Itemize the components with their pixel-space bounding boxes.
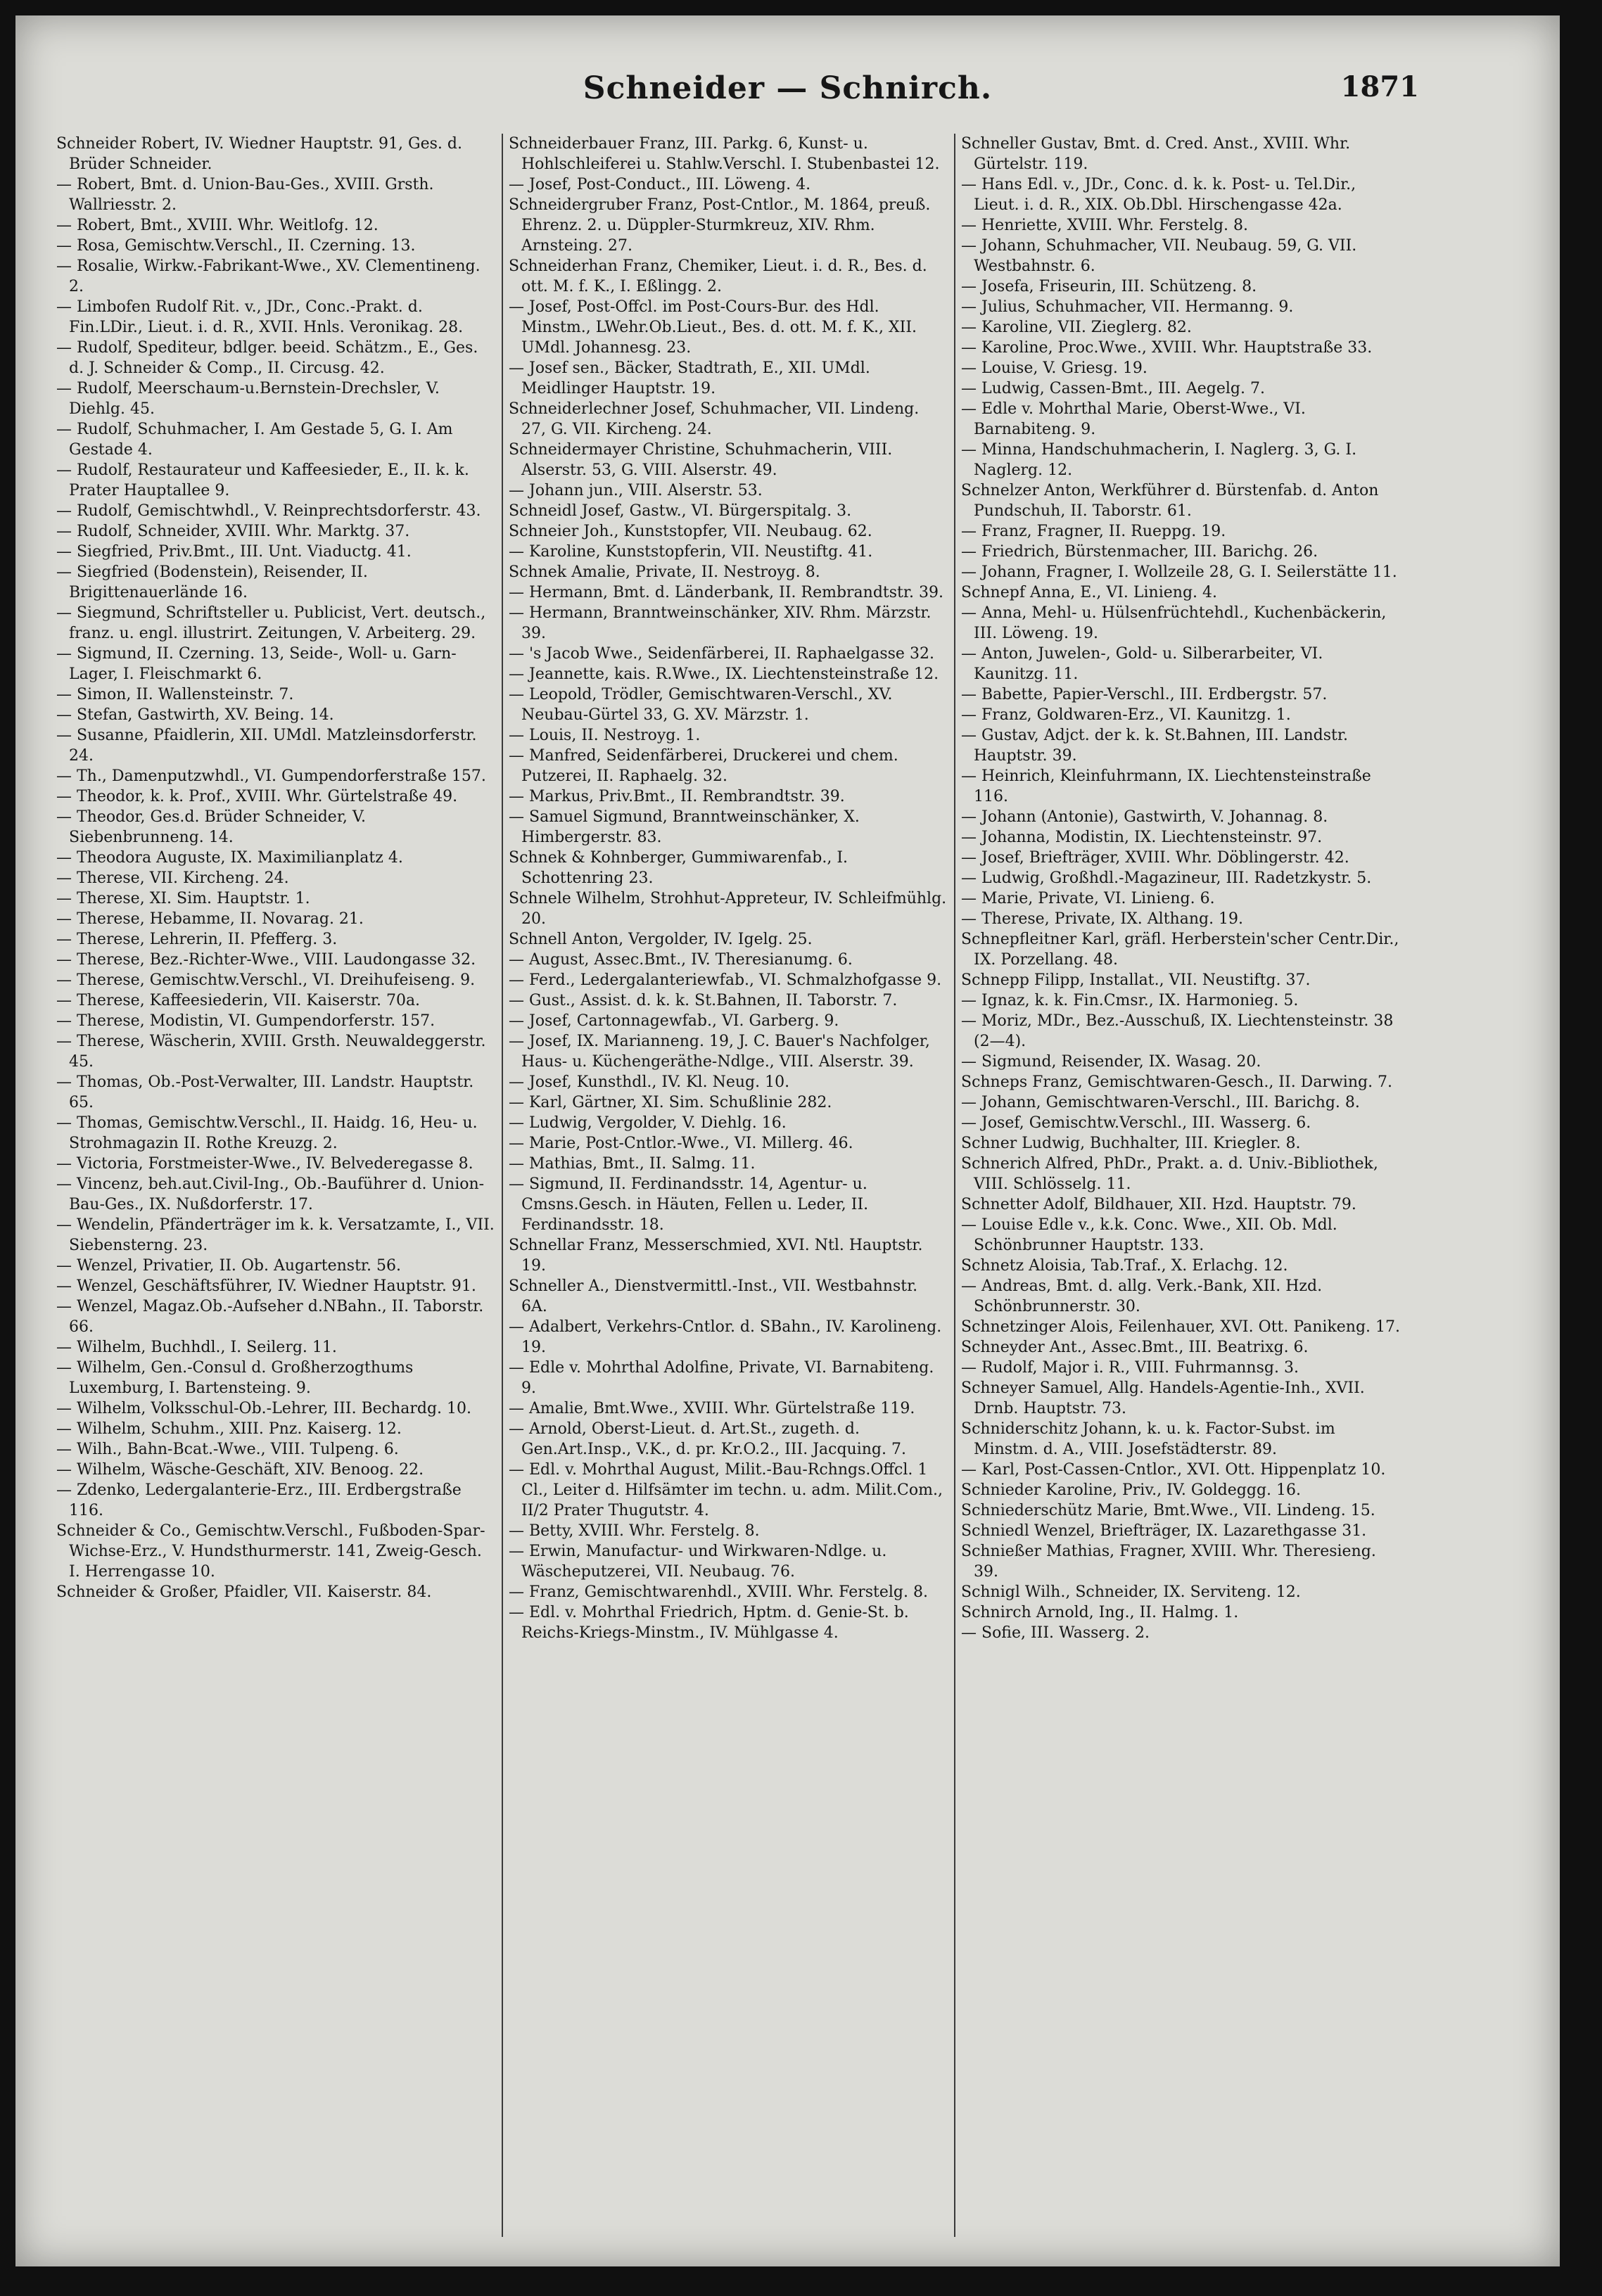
directory-entry: — Sofie, III. Wasserg. 2.	[961, 1624, 1150, 1642]
directory-entry: — Victoria, Forstmeister-Wwe., IV. Belvederegasse 8.	[56, 1155, 473, 1173]
directory-entry: — Ludwig, Großhdl.-Magazineur, III. Radetzkystr. 5.	[961, 869, 1372, 887]
directory-entry: Schneiderbauer Franz, III. Parkg. 6, Kunst- u. Hohlschleiferei u. Stahlw.Verschl. I. Stubenbastei 12.	[509, 135, 940, 173]
directory-entry: — Therese, Modistin, VI. Gumpendorferstr. 157.	[56, 1012, 436, 1030]
directory-entry: — Wilh., Bahn-Bcat.-Wwe., VIII. Tulpeng. 6.	[56, 1441, 399, 1458]
directory-entry: — Moriz, MDr., Bez.-Ausschuß, IX. Liechtensteinstr. 38 (2—4).	[961, 1012, 1394, 1050]
column-right	[955, 134, 1408, 2237]
running-head: Schneider — Schnirch.	[583, 70, 993, 106]
directory-entry: — Wilhelm, Wäsche-Geschäft, XIV. Benoog. 22.	[56, 1461, 424, 1479]
directory-entry: Schneider & Co., Gemischtw.Verschl., Fußboden-Spar-Wichse-Erz., V. Hundsthurmerstr. 141, Zweig-Gesch. I. Herrengasse 10.	[56, 1522, 485, 1581]
directory-entry: — Thomas, Gemischtw.Verschl., II. Haidg. 16, Heu- u. Strohmagazin II. Rothe Kreuzg. 2.	[56, 1114, 478, 1152]
column-left	[51, 134, 503, 2237]
directory-entry: — Johann, Gemischtwaren-Verschl., III. Barichg. 8.	[961, 1094, 1360, 1111]
directory-entry: — Limbofen Rudolf Rit. v., JDr., Conc.-Prakt. d. Fin.LDir., Lieut. i. d. R., XVII. Hnls. Veronikag. 28.	[56, 298, 464, 336]
directory-entry: — Louis, II. Nestroyg. 1.	[509, 727, 701, 744]
directory-entry: — Julius, Schuhmacher, VII. Hermanng. 9.	[961, 298, 1294, 316]
directory-entry: — Louise Edle v., k.k. Conc. Wwe., XII. Ob. Mdl. Schönbrunner Hauptstr. 133.	[961, 1216, 1337, 1254]
directory-entry: — Wilhelm, Gen.-Consul d. Großherzogthums Luxemburg, I. Bartensteing. 9.	[56, 1359, 414, 1397]
directory-entry: Schneider & Großer, Pfaidler, VII. Kaiserstr. 84.	[56, 1583, 432, 1601]
directory-entry: — Marie, Post-Cntlor.-Wwe., VI. Millerg. 46.	[509, 1135, 853, 1152]
directory-entry: — Josef, Briefträger, XVIII. Whr. Döblingerstr. 42.	[961, 849, 1349, 867]
directory-entry: — Hans Edl. v., JDr., Conc. d. k. k. Post- u. Tel.Dir., Lieut. i. d. R., XIX. Ob.Dbl. Hirschengasse 42a.	[961, 176, 1356, 214]
directory-entry: — Simon, II. Wallensteinstr. 7.	[56, 686, 294, 703]
directory-entry: Schneller Gustav, Bmt. d. Cred. Anst., XVIII. Whr. Gürtelstr. 119.	[961, 135, 1351, 173]
directory-entry: Schnepfleitner Karl, gräfl. Herberstein'scher Centr.Dir., IX. Porzellang. 48.	[961, 931, 1399, 969]
directory-entry: — Rosa, Gemischtw.Verschl., II. Czerning. 13.	[56, 237, 416, 255]
directory-entry: — Siegfried, Priv.Bmt., III. Unt. Viaductg. 41.	[56, 543, 412, 561]
directory-entry: — Sigmund, II. Ferdinandsstr. 14, Agentur- u. Cmsns.Gesch. in Häuten, Fellen u. Leder, II. Ferdinandsstr. 18.	[509, 1175, 869, 1234]
directory-entry: — Johann jun., VIII. Alserstr. 53.	[509, 482, 763, 499]
directory-entry: — August, Assec.Bmt., IV. Theresianumg. 6.	[509, 951, 853, 969]
directory-entry: — Wilhelm, Schuhm., XIII. Pnz. Kaiserg. 12.	[56, 1420, 402, 1438]
directory-entry: Schnieder Karoline, Priv., IV. Goldeggg. 16.	[961, 1481, 1302, 1499]
directory-entry: — Leopold, Trödler, Gemischtwaren-Verschl., XV. Neubau-Gürtel 33, G. XV. Märzstr. 1.	[509, 686, 893, 724]
directory-entry: — Th., Damenputzwhdl., VI. Gumpendorferstraße 157.	[56, 767, 486, 785]
directory-entry: — Adalbert, Verkehrs-Cntlor. d. SBahn., IV. Karolineng. 19.	[509, 1318, 942, 1356]
directory-entry: Schnellar Franz, Messerschmied, XVI. Ntl. Hauptstr. 19.	[509, 1237, 923, 1275]
directory-entry: Schneidergruber Franz, Post-Cntlor., M. 1864, preuß. Ehrenz. 2. u. Düppler-Sturmkreuz, XIV. Rhm. Arnsteing. 27.	[509, 196, 931, 255]
directory-entry: — Josef sen., Bäcker, Stadtrath, E., XII. UMdl. Meidlinger Hauptstr. 19.	[509, 359, 870, 397]
directory-entry: Schnetz Aloisia, Tab.Traf., X. Erlachg. 12.	[961, 1257, 1288, 1275]
directory-entry: — Franz, Goldwaren-Erz., VI. Kaunitzg. 1.	[961, 706, 1291, 724]
directory-entry: — Ignaz, k. k. Fin.Cmsr., IX. Harmonieg. 5.	[961, 992, 1299, 1009]
directory-entry: — Wenzel, Magaz.Ob.-Aufseher d.NBahn., II. Taborstr. 66.	[56, 1298, 484, 1336]
directory-entry: — Therese, Hebamme, II. Novarag. 21.	[56, 910, 364, 928]
directory-entry: — Minna, Handschuhmacherin, I. Naglerg. 3, G. I. Naglerg. 12.	[961, 441, 1357, 479]
directory-entry: — Therese, Wäscherin, XVIII. Grsth. Neuwaldeggerstr. 45.	[56, 1033, 486, 1071]
directory-entry: Schneidermayer Christine, Schuhmacherin, VIII. Alserstr. 53, G. VIII. Alserstr. 49.	[509, 441, 893, 479]
directory-entry: — Friedrich, Bürstenmacher, III. Barichg. 26.	[961, 543, 1318, 561]
directory-entry: — Ludwig, Cassen-Bmt., III. Aegelg. 7.	[961, 380, 1265, 397]
directory-entry: — Josef, Cartonnagewfab., VI. Garberg. 9.	[509, 1012, 839, 1030]
directory-entry: — Jeannette, kais. R.Wwe., IX. Liechtensteinstraße 12.	[509, 665, 939, 683]
directory-entry: — Rudolf, Meerschaum-u.Bernstein-Drechsler, V. Diehlg. 45.	[56, 380, 440, 418]
directory-entry: — Babette, Papier-Verschl., III. Erdbergstr. 57.	[961, 686, 1328, 703]
directory-entry: — Therese, Private, IX. Althang. 19.	[961, 910, 1244, 928]
directory-entry: — Hermann, Bmt. d. Länderbank, II. Rembrandtstr. 39.	[509, 584, 943, 601]
directory-entry: — Josef, Gemischtw.Verschl., III. Wasserg. 6.	[961, 1114, 1311, 1132]
directory-entry: Schniederschütz Marie, Bmt.Wwe., VII. Lindeng. 15.	[961, 1502, 1375, 1519]
directory-entry: — Karoline, Proc.Wwe., XVIII. Whr. Hauptstraße 33.	[961, 339, 1373, 357]
directory-entry: — Johanna, Modistin, IX. Liechtensteinstr. 97.	[961, 829, 1323, 846]
directory-entry: Schneider Robert, IV. Wiedner Hauptstr. 91, Ges. d. Brüder Schneider.	[56, 135, 462, 173]
directory-entry: Schnetzinger Alois, Feilenhauer, XVI. Ott. Panikeng. 17.	[961, 1318, 1401, 1336]
directory-entry: — Siegmund, Schriftsteller u. Publicist, Vert. deutsch., franz. u. engl. illustrirt. Zeitungen, V. Arbeiterg. 29.	[56, 604, 486, 642]
directory-columns	[51, 134, 1409, 2237]
directory-entry: — Karoline, Kunststopferin, VII. Neustiftg. 41.	[509, 543, 873, 561]
directory-entry: — Susanne, Pfaidlerin, XII. UMdl. Matzleinsdorferstr. 24.	[56, 727, 477, 765]
directory-entry: — Zdenko, Ledergalanterie-Erz., III. Erdbergstraße 116.	[56, 1481, 462, 1519]
directory-entry: — Franz, Fragner, II. Rueppg. 19.	[961, 523, 1226, 540]
directory-entry: — Rudolf, Spediteur, bdlger. beeid. Schätzm., E., Ges. d. J. Schneider & Comp., II. Circusg. 42.	[56, 339, 478, 377]
directory-entry: — Rosalie, Wirkw.-Fabrikant-Wwe., XV. Clementineng. 2.	[56, 257, 481, 295]
directory-entry: — Edle v. Mohrthal Adolfine, Private, VI. Barnabiteng. 9.	[509, 1359, 934, 1397]
directory-entry: — Therese, VII. Kircheng. 24.	[56, 869, 289, 887]
directory-entry: — Samuel Sigmund, Branntweinschänker, X. Himbergerstr. 83.	[509, 808, 860, 846]
directory-entry: Schneps Franz, Gemischtwaren-Gesch., II. Darwing. 7.	[961, 1073, 1393, 1091]
directory-entry: — Edle v. Mohrthal Marie, Oberst-Wwe., VI. Barnabiteng. 9.	[961, 400, 1306, 438]
directory-entry: — Therese, Gemischtw.Verschl., VI. Dreihufeiseng. 9.	[56, 971, 476, 989]
directory-entry: — Robert, Bmt. d. Union-Bau-Ges., XVIII. Grsth. Wallriesstr. 2.	[56, 176, 434, 214]
directory-entry: — Karoline, VII. Zieglerg. 82.	[961, 319, 1192, 336]
directory-entry: — Karl, Gärtner, XI. Sim. Schußlinie 282.	[509, 1094, 832, 1111]
directory-entry: — Siegfried (Bodenstein), Reisender, II. Brigittenauerlände 16.	[56, 563, 368, 601]
directory-entry: — Josef, IX. Marianneng. 19, J. C. Bauer's Nachfolger, Haus- u. Küchengeräthe-Ndlge., VIII. Alserstr. 39.	[509, 1033, 930, 1071]
directory-entry: Schnele Wilhelm, Strohhut-Appreteur, IV. Schleifmühlg. 20.	[509, 890, 947, 928]
directory-entry: Schnell Anton, Vergolder, IV. Igelg. 25.	[509, 931, 813, 948]
directory-entry: — Josef, Kunsthdl., IV. Kl. Neug. 10.	[509, 1073, 790, 1091]
directory-entry: — Anna, Mehl- u. Hülsenfrüchtehdl., Kuchenbäckerin, III. Löweng. 19.	[961, 604, 1387, 642]
directory-entry: Schnerich Alfred, PhDr., Prakt. a. d. Univ.-Bibliothek, VIII. Schlösselg. 11.	[961, 1155, 1378, 1193]
column-middle	[503, 134, 955, 2237]
directory-entry: — Betty, XVIII. Whr. Ferstelg. 8.	[509, 1522, 760, 1540]
directory-entry: — Ludwig, Vergolder, V. Diehlg. 16.	[509, 1114, 787, 1132]
directory-entry: Schnelzer Anton, Werkführer d. Bürstenfab. d. Anton Pundschuh, II. Taborstr. 61.	[961, 482, 1379, 520]
directory-entry: — Vincenz, beh.aut.Civil-Ing., Ob.-Bauführer d. Union-Bau-Ges., IX. Nußdorferstr. 17.	[56, 1175, 485, 1213]
directory-entry: Schnießer Mathias, Fragner, XVIII. Whr. Theresieng. 39.	[961, 1543, 1376, 1581]
directory-entry: Schneiderhan Franz, Chemiker, Lieut. i. d. R., Bes. d. ott. M. f. K., I. Eßlingg. 2.	[509, 257, 927, 295]
directory-entry: Schnepp Filipp, Installat., VII. Neustiftg. 37.	[961, 971, 1311, 989]
directory-entry: — Therese, Bez.-Richter-Wwe., VIII. Laudongasse 32.	[56, 951, 476, 969]
directory-entry: Schneyer Samuel, Allg. Handels-Agentie-Inh., XVII. Drnb. Hauptstr. 73.	[961, 1379, 1365, 1417]
directory-entry: Schneyder Ant., Assec.Bmt., III. Beatrixg. 6.	[961, 1339, 1309, 1356]
directory-entry: — Josef, Post-Offcl. im Post-Cours-Bur. des Hdl. Minstm., LWehr.Ob.Lieut., Bes. d. ott. M. f. K., XII. UMdl. Johannesg. 23.	[509, 298, 917, 357]
directory-entry: — Johann, Schuhmacher, VII. Neubaug. 59, G. VII. Westbahnstr. 6.	[961, 237, 1357, 275]
directory-entry: — Josefa, Friseurin, III. Schützeng. 8.	[961, 278, 1257, 295]
directory-entry: Schneier Joh., Kunststopfer, VII. Neubaug. 62.	[509, 523, 872, 540]
directory-entry: — Anton, Juwelen-, Gold- u. Silberarbeiter, VI. Kaunitzg. 11.	[961, 645, 1323, 683]
page-number: 1871	[1340, 70, 1419, 103]
directory-entry: — Gustav, Adjct. der k. k. St.Bahnen, III. Landstr. Hauptstr. 39.	[961, 727, 1348, 765]
directory-entry: — Thomas, Ob.-Post-Verwalter, III. Landstr. Hauptstr. 65.	[56, 1073, 474, 1111]
directory-entry: Schneidl Josef, Gastw., VI. Bürgerspitalg. 3.	[509, 502, 852, 520]
directory-entry: — 's Jacob Wwe., Seidenfärberei, II. Raphaelgasse 32.	[509, 645, 934, 663]
directory-entry: Schneller A., Dienstvermittl.-Inst., VII. Westbahnstr. 6A.	[509, 1277, 918, 1315]
directory-entry: — Amalie, Bmt.Wwe., XVIII. Whr. Gürtelstraße 119.	[509, 1400, 915, 1417]
directory-entry: — Marie, Private, VI. Linieng. 6.	[961, 890, 1215, 907]
directory-entry: — Johann (Antonie), Gastwirth, V. Johannag. 8.	[961, 808, 1328, 826]
directory-entry: — Josef, Post-Conduct., III. Löweng. 4.	[509, 176, 811, 193]
directory-entry: Schneiderlechner Josef, Schuhmacher, VII. Lindeng. 27, G. VII. Kircheng. 24.	[509, 400, 920, 438]
directory-entry: — Johann, Fragner, I. Wollzeile 28, G. I. Seilerstätte 11.	[961, 563, 1397, 581]
directory-entry: — Stefan, Gastwirth, XV. Being. 14.	[56, 706, 334, 724]
directory-page	[15, 15, 1560, 2266]
directory-entry: — Louise, V. Griesg. 19.	[961, 359, 1148, 377]
page-header	[15, 70, 1560, 120]
directory-entry: — Rudolf, Schuhmacher, I. Am Gestade 5, G. I. Am Gestade 4.	[56, 421, 453, 459]
directory-entry: — Franz, Gemischtwarenhdl., XVIII. Whr. Ferstelg. 8.	[509, 1583, 928, 1601]
directory-entry: — Markus, Priv.Bmt., II. Rembrandtstr. 39.	[509, 788, 845, 805]
directory-entry: — Rudolf, Gemischtwhdl., V. Reinprechtsdorferstr. 43.	[56, 502, 481, 520]
directory-entry: — Therese, Kaffeesiederin, VII. Kaiserstr. 70a.	[56, 992, 421, 1009]
directory-entry: — Theodor, Ges.d. Brüder Schneider, V. Siebenbrunneng. 14.	[56, 808, 366, 846]
directory-entry: Schnigl Wilh., Schneider, IX. Serviteng. 12.	[961, 1583, 1301, 1601]
directory-entry: — Heinrich, Kleinfuhrmann, IX. Liechtensteinstraße 116.	[961, 767, 1371, 805]
directory-entry: — Karl, Post-Cassen-Cntlor., XVI. Ott. Hippenplatz 10.	[961, 1461, 1386, 1479]
directory-entry: — Wilhelm, Volksschul-Ob.-Lehrer, III. Bechardg. 10.	[56, 1400, 472, 1417]
directory-entry: — Edl. v. Mohrthal Friedrich, Hptm. d. Genie-St. b. Reichs-Kriegs-Minstm., IV. Mühlgasse 4.	[509, 1604, 909, 1642]
directory-entry: — Therese, Lehrerin, II. Pfefferg. 3.	[56, 931, 338, 948]
directory-entry: — Henriette, XVIII. Whr. Ferstelg. 8.	[961, 217, 1248, 234]
directory-entry: — Arnold, Oberst-Lieut. d. Art.St., zugeth. d. Gen.Art.Insp., V.K., d. pr. Kr.O.2., III. Jacquing. 7.	[509, 1420, 906, 1458]
directory-entry: Schnepf Anna, E., VI. Linieng. 4.	[961, 584, 1217, 601]
directory-entry: — Rudolf, Major i. R., VIII. Fuhrmannsg. 3.	[961, 1359, 1299, 1377]
directory-entry: — Manfred, Seidenfärberei, Druckerei und chem. Putzerei, II. Raphaelg. 32.	[509, 747, 898, 785]
directory-entry: — Robert, Bmt., XVIII. Whr. Weitlofg. 12.	[56, 217, 379, 234]
directory-entry: — Rudolf, Restaurateur und Kaffeesieder, E., II. k. k. Prater Hauptallee 9.	[56, 461, 469, 499]
directory-entry: — Wenzel, Privatier, II. Ob. Augartenstr. 56.	[56, 1257, 401, 1275]
directory-entry: — Theodora Auguste, IX. Maximilianplatz 4.	[56, 849, 403, 867]
directory-entry: Schner Ludwig, Buchhalter, III. Kriegler. 8.	[961, 1135, 1301, 1152]
directory-entry: — Wilhelm, Buchhdl., I. Seilerg. 11.	[56, 1339, 337, 1356]
directory-entry: — Wendelin, Pfänderträger im k. k. Versatzamte, I., VII. Siebensterng. 23.	[56, 1216, 495, 1254]
directory-entry: — Theodor, k. k. Prof., XVIII. Whr. Gürtelstraße 49.	[56, 788, 458, 805]
directory-entry: Schniedl Wenzel, Briefträger, IX. Lazarethgasse 31.	[961, 1522, 1367, 1540]
directory-entry: Schnirch Arnold, Ing., II. Halmg. 1.	[961, 1604, 1239, 1621]
directory-entry: — Ferd., Ledergalanteriewfab., VI. Schmalzhofgasse 9.	[509, 971, 942, 989]
directory-entry: — Rudolf, Schneider, XVIII. Whr. Marktg. 37.	[56, 523, 410, 540]
directory-entry: Schnetter Adolf, Bildhauer, XII. Hzd. Hauptstr. 79.	[961, 1196, 1356, 1213]
directory-entry: — Wenzel, Geschäftsführer, IV. Wiedner Hauptstr. 91.	[56, 1277, 476, 1295]
directory-entry: — Gust., Assist. d. k. k. St.Bahnen, II. Taborstr. 7.	[509, 992, 898, 1009]
directory-entry: Schnek Amalie, Private, II. Nestroyg. 8.	[509, 563, 820, 581]
directory-entry: — Sigmund, II. Czerning. 13, Seide-, Woll- u. Garn-Lager, I. Fleischmarkt 6.	[56, 645, 457, 683]
directory-entry: — Mathias, Bmt., II. Salmg. 11.	[509, 1155, 756, 1173]
directory-entry: — Sigmund, Reisender, IX. Wasag. 20.	[961, 1053, 1261, 1071]
directory-entry: Schnek & Kohnberger, Gummiwarenfab., I. Schottenring 23.	[509, 849, 848, 887]
directory-entry: — Therese, XI. Sim. Hauptstr. 1.	[56, 890, 310, 907]
directory-entry: — Hermann, Branntweinschänker, XIV. Rhm. Märzstr. 39.	[509, 604, 932, 642]
directory-entry: — Erwin, Manufactur- und Wirkwaren-Ndlge. u. Wäscheputzerei, VII. Neubaug. 76.	[509, 1543, 887, 1581]
directory-entry: — Edl. v. Mohrthal August, Milit.-Bau-Rchngs.Offcl. 1 Cl., Leiter d. Hilfsämter im techn. u. adm. Milit.Com., II/2 Prater Thugutstr. 4.	[509, 1461, 943, 1519]
directory-entry: Schniderschitz Johann, k. u. k. Factor-Subst. im Minstm. d. A., VIII. Josefstädterstr. 89.	[961, 1420, 1335, 1458]
directory-entry: — Andreas, Bmt. d. allg. Verk.-Bank, XII. Hzd. Schönbrunnerstr. 30.	[961, 1277, 1323, 1315]
